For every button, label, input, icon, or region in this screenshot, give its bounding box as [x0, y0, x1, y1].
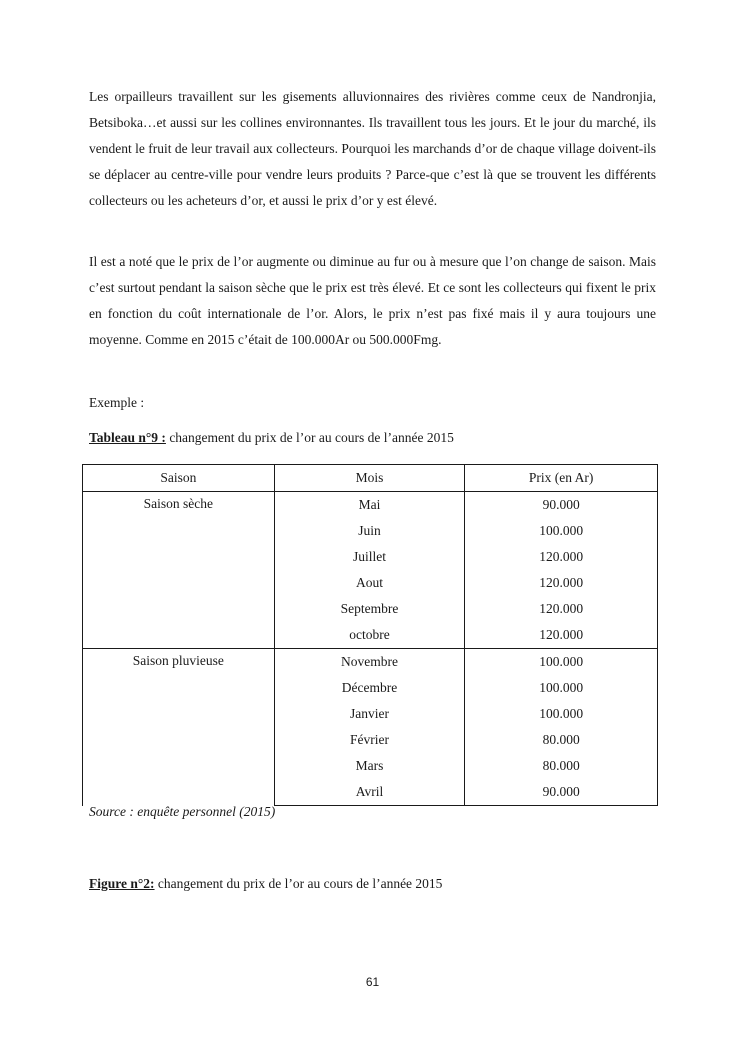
example-label: Exemple :: [89, 395, 145, 410]
price-table: [82, 464, 658, 806]
cell-price: 100.000: [465, 649, 658, 676]
table-caption-text: changement du prix de l’or au cours de l’année 2015: [165, 430, 454, 445]
cell-month: Décembre: [274, 675, 465, 701]
cell-month: Juin: [274, 518, 465, 544]
figure-caption-text: changement du prix de l’or au cours de l’année 2015: [154, 876, 443, 891]
table-source: Source : enquête personnel (2015): [89, 804, 276, 819]
cell-price: 100.000: [465, 518, 658, 544]
table-header-row: [83, 465, 658, 492]
cell-month: Novembre: [274, 649, 465, 676]
cell-price: 80.000: [465, 753, 658, 779]
cell-price: 120.000: [465, 622, 658, 649]
cell-price: 80.000: [465, 727, 658, 753]
paragraph-orpailleurs: Les orpailleurs travaillent sur les gisements alluvionnaires des rivières comme ceux de Nandronjia, Betsiboka…et aussi sur les collines environnantes. Ils travaillent tous les jours. Et le jour du marché, ils vendent le fruit de leur travail aux collecteurs. Pourquoi les marchands d’or de chaque village doivent-ils se déplacer au centre-ville pour vendre leurs produits ? Parce-que c’est là que se trouvent les différents collecteurs ou les acheteurs d’or, et aussi le prix d’or y est élevé.: [89, 89, 656, 208]
cell-price: 90.000: [465, 492, 658, 519]
cell-month: Février: [274, 727, 465, 753]
cell-month: Aout: [274, 570, 465, 596]
page-number: 61: [365, 975, 380, 989]
table-row: [83, 649, 658, 676]
figure-caption-label: Figure n°2:: [89, 876, 155, 891]
cell-price: 120.000: [465, 596, 658, 622]
cell-season: Saison sèche: [83, 492, 275, 649]
cell-month: octobre: [274, 622, 465, 649]
cell-season: Saison pluvieuse: [83, 649, 275, 806]
cell-month: Mars: [274, 753, 465, 779]
table-caption-label: Tableau n°9 :: [89, 430, 166, 445]
cell-price: 120.000: [465, 570, 658, 596]
cell-price: 100.000: [465, 701, 658, 727]
table-caption: [89, 428, 454, 448]
table-row: [83, 492, 658, 519]
cell-month: Juillet: [274, 544, 465, 570]
cell-month: Septembre: [274, 596, 465, 622]
cell-month: Janvier: [274, 701, 465, 727]
figure-caption: [89, 874, 442, 894]
paragraph-prix-saison: Il est a noté que le prix de l’or augmente ou diminue au fur ou à mesure que l’on change de saison. Mais c’est surtout pendant la saison sèche que le prix est très élevé. Et ce sont les collecteurs qui fixent le prix en fonction du coût internationale de l’or. Alors, le prix n’est pas fixé mais il y aura toujours une moyenne. Comme en 2015 c’était de 100.000Ar ou 500.000Fmg.: [89, 254, 656, 347]
table-body: [83, 492, 658, 806]
cell-month: Avril: [274, 779, 465, 806]
header-prix: Prix (en Ar): [465, 465, 658, 492]
cell-price: 100.000: [465, 675, 658, 701]
header-mois: Mois: [274, 465, 465, 492]
header-saison: Saison: [83, 465, 275, 492]
cell-month: Mai: [274, 492, 465, 519]
cell-price: 120.000: [465, 544, 658, 570]
cell-price: 90.000: [465, 779, 658, 806]
